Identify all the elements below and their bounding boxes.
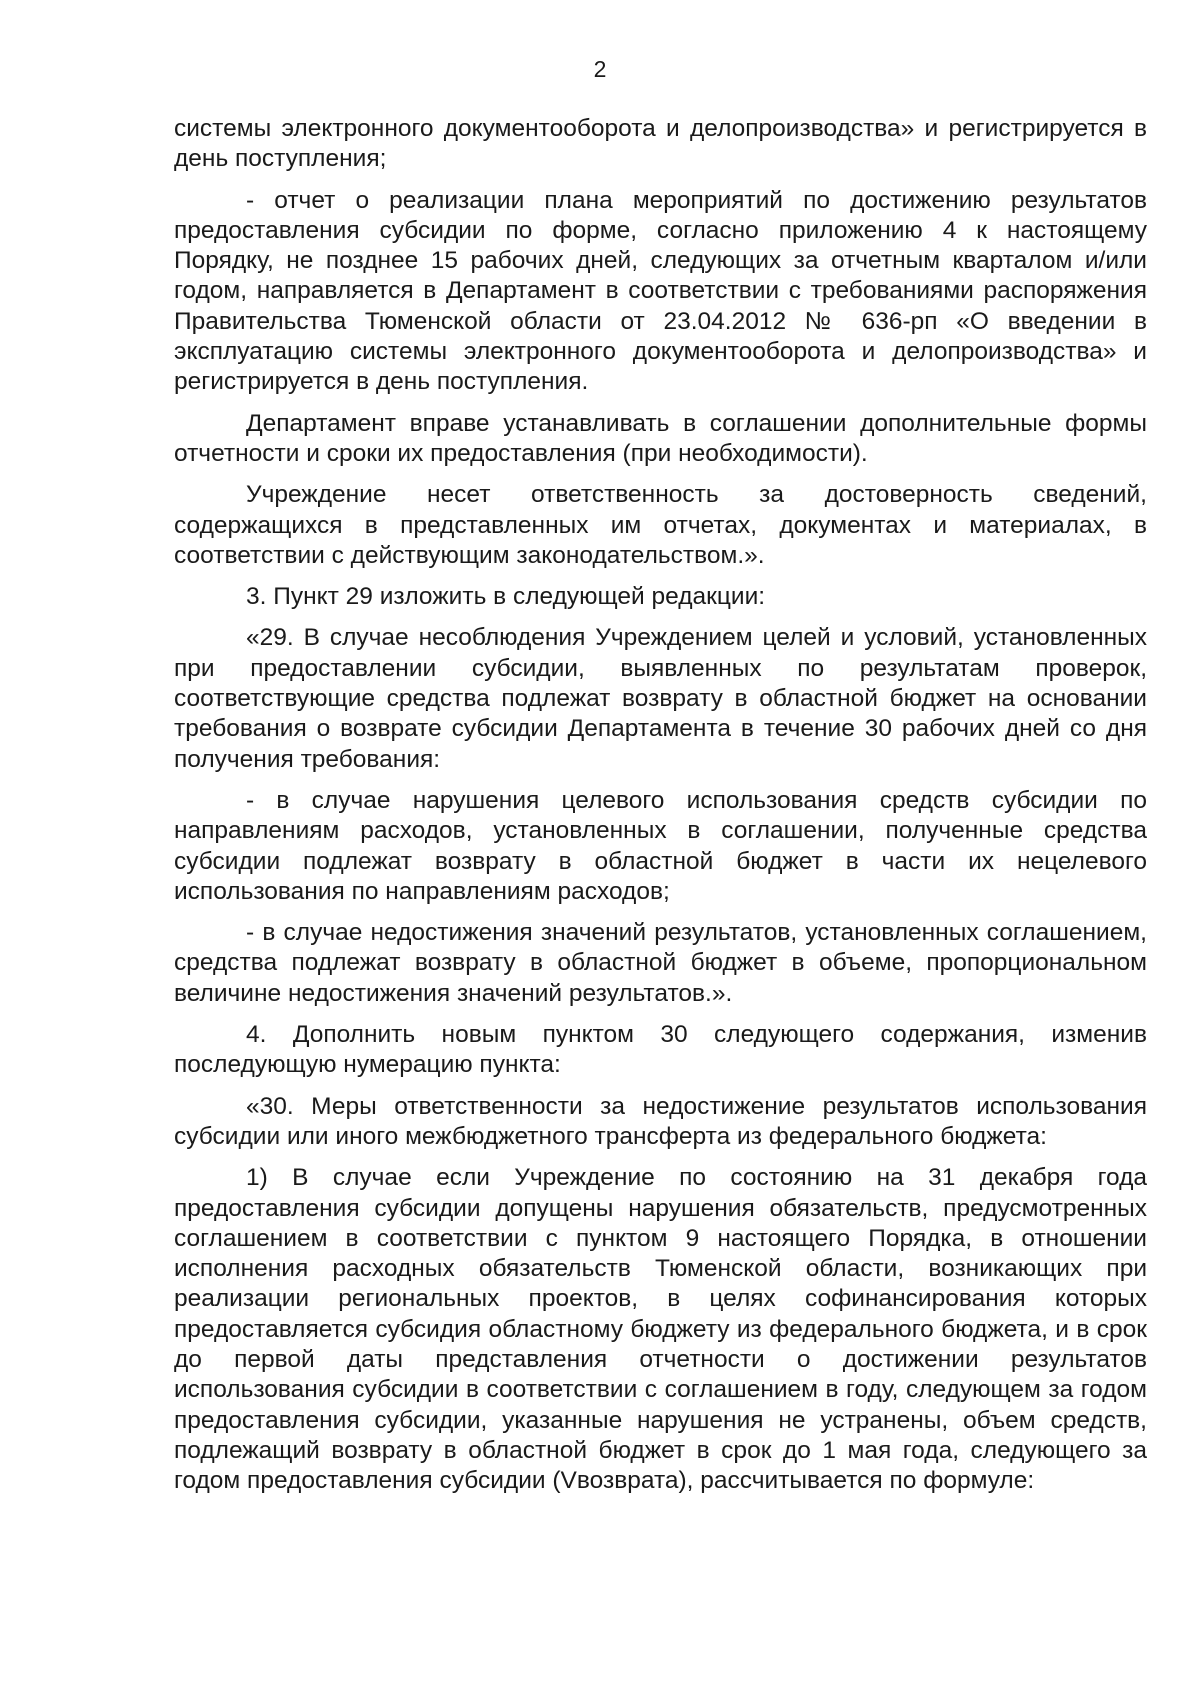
paragraph-misuse-case: - в случае нарушения целевого использования средств субсидии по направлениям расходов, установленных в соглашении, полученные средства субсидии подлежат возврату в областной бюджет в части их нецелевого использования по направлениям расходов; [174, 786, 1147, 905]
page-number: 2 [593, 56, 607, 82]
paragraph-institution-responsibility: Учреждение несет ответственность за достоверность сведений, содержащихся в представленных им отчетах, документах и материалах, в соответствии с действующим законодательством.». [174, 481, 1147, 569]
paragraph-clause-30-sub-1: 1) В случае если Учреждение по состоянию на 31 декабря года предоставления субсидии допущены нарушения обязательств, предусмотренных соглашением в соответствии с пунктом 9 настоящего Порядка, в отношении исполнения расходных обязательств Тюменской области, возникающих при реализации региональных проектов, в целях софинансирования которых предоставляется субсидия областному бюджету из федерального бюджета, и в срок до первой даты представления отчетности о достижении результатов использования субсидии в соответствии с соглашением в году, следующем за годом предоставления субсидии, указанные нарушения не устранены, объем средств, подлежащий возврату в областной бюджет в срок до 1 мая года, следующего за годом предоставления субсидии (Vвозврата), рассчитывается по формуле: [174, 1164, 1147, 1495]
paragraph-clause-30: «30. Меры ответственности за недостижение результатов использования субсидии или иного межбюджетного трансферта из федерального бюджета: [174, 1092, 1147, 1150]
paragraph-department-rights: Департамент вправе устанавливать в соглашении дополнительные формы отчетности и сроки их предоставления (при необходимости). [174, 409, 1147, 467]
paragraph-item-4: 4. Дополнить новым пунктом 30 следующего содержания, изменив последующую нумерацию пункта: [174, 1021, 1147, 1079]
paragraph-underachievement-case: - в случае недостижения значений результатов, установленных соглашением, средства подлежат возврату в областной бюджет в объеме, пропорциональном величине недостижения значений результатов.». [174, 919, 1147, 1007]
paragraph-report-plan: - отчет о реализации плана мероприятий по достижению результатов предоставления субсидии по форме, согласно приложению 4 к настоящему Порядку, не позднее 15 рабочих дней, следующих за отчетным кварталом и/или годом, направляется в Департамент в соответствии с требованиями распоряжения Правительства Тюменской области от 23.04.2012 № 636-рп «О введении в эксплуатацию системы электронного документооборота и делопроизводства» и регистрируется в день поступления. [174, 186, 1147, 396]
paragraph-item-3: 3. Пункт 29 изложить в следующей редакции: [246, 583, 766, 611]
paragraph-clause-29: «29. В случае несоблюдения Учреждением целей и условий, установленных при предоставлении субсидии, выявленных по результатам проверок, соответствующие средства подлежат возврату в областной бюджет на основании требования о возврате субсидии Департамента в течение 30 рабочих дней со дня получения требования: [174, 624, 1147, 773]
paragraph-continuation: системы электронного документооборота и делопроизводства» и регистрируется в день поступления; [174, 115, 1147, 173]
document-body [174, 114, 1147, 1507]
